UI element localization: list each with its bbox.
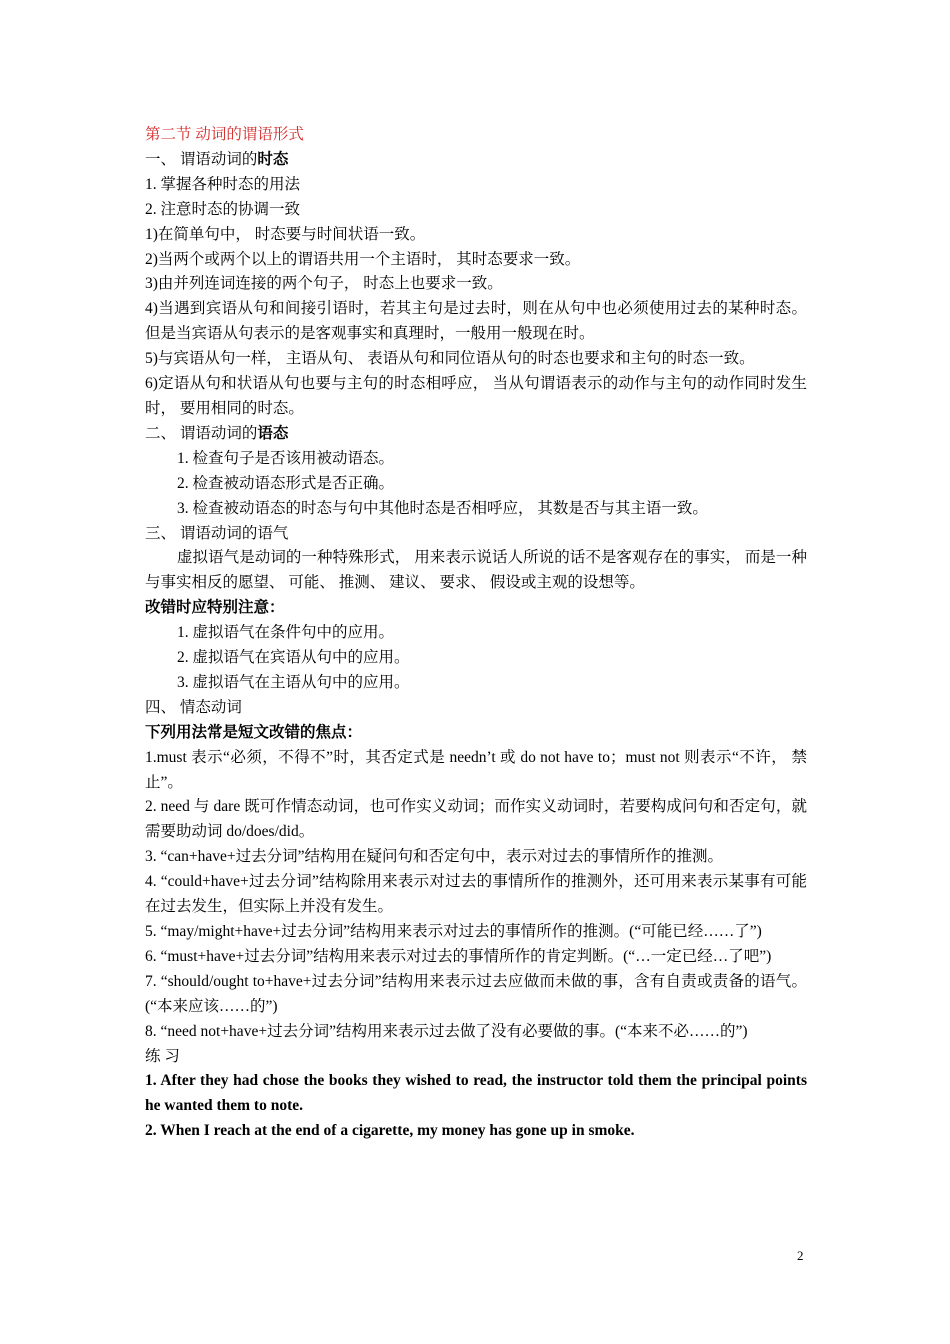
section-title: 第二节 动词的谓语形式 (145, 126, 304, 143)
tense-item-2: 2. 注意时态的协调一致 (145, 200, 301, 218)
voice-item-1: 1. 检查句子是否该用被动语态。 (177, 449, 395, 467)
modal-item-4: 4. “could+have+过去分词”结构除用来表示对过去的事情所作的推测外，还可用来表示某事有可能在过去发生，但实际上并没有发生。 (145, 873, 807, 916)
practice-heading: 练 习 (145, 1047, 180, 1065)
mood-item-1: 1. 虚拟语气在条件句中的应用。 (177, 624, 395, 642)
modal-item-6: 6. “must+have+过去分词”结构用来表示对过去的事情所作的肯定判断。(“…一定已经…了吧”) (145, 947, 772, 965)
document-body (145, 123, 807, 1144)
modal-item-3: 3. “can+have+过去分词”结构用在疑问句和否定句中，表示对过去的事情所作的推测。 (145, 848, 724, 866)
modal-note: 下列用法常是短文改错的焦点： (145, 723, 363, 741)
heading-modal: 四、 情态动词 (145, 698, 242, 716)
mood-note: 改错时应特别注意： (145, 599, 285, 617)
mood-item-2: 2. 虚拟语气在宾语从句中的应用。 (177, 649, 410, 667)
modal-item-2: 2. need 与 dare 既可作情态动词，也可作实义动词；而作实义动词时，若要构成问句和否定句，就需要助动词 do/does/did。 (145, 798, 807, 841)
heading-voice-bold: 语态 (257, 424, 289, 442)
heading-tense-prefix: 一、 谓语动词的 (145, 150, 258, 168)
tense-rule-1: 1)在简单句中， 时态要与时间状语一致。 (145, 225, 426, 243)
page-number: 2 (797, 1248, 804, 1263)
exercise-2: 2. When I reach at the end of a cigarette, my money has gone up in smoke. (145, 1122, 635, 1140)
modal-item-7: 7. “should/ought to+have+过去分词”结构用来表示过去应做而未做的事，含有自责或责备的语气。(“本来应该……的”) (145, 972, 807, 1015)
mood-item-3: 3. 虚拟语气在主语从句中的应用。 (177, 673, 410, 691)
modal-item-8: 8. “need not+have+过去分词”结构用来表示过去做了没有必要做的事。(“本来不必……的”) (145, 1022, 748, 1040)
heading-voice (145, 422, 807, 447)
voice-item-2: 2. 检查被动语态形式是否正确。 (177, 474, 395, 492)
heading-voice-prefix: 二、 谓语动词的 (145, 424, 258, 442)
modal-item-5: 5. “may/might+have+过去分词”结构用来表示对过去的事情所作的推测。(“可能已经……了”) (145, 923, 762, 940)
modal-item-1: 1.must 表示“必须，不得不”时，其否定式是 needn’t 或 do not have to；must not 则表示“不许， 禁止”。 (145, 748, 807, 791)
tense-rule-5: 5)与宾语从句一样， 主语从句、 表语从句和同位语从句的时态也要求和主句的时态一致。 (145, 350, 755, 368)
tense-rule-4: 4)当遇到宾语从句和间接引语时，若其主句是过去时，则在从句中也必须使用过去的某种时态。但是当宾语从句表示的是客观事实和真理时，一般用一般现在时。 (145, 300, 807, 343)
heading-tense (145, 148, 807, 173)
tense-rule-2: 2)当两个或两个以上的谓语共用一个主语时， 其时态要求一致。 (145, 250, 581, 268)
tense-rule-6: 6)定语从句和状语从句也要与主句的时态相呼应， 当从句谓语表示的动作与主句的动作同时发生时， 要用相同的时态。 (145, 375, 807, 417)
voice-item-3: 3. 检查被动语态的时态与句中其他时态是否相呼应， 其数是否与其主语一致。 (177, 499, 708, 517)
tense-rule-3: 3)由并列连词连接的两个句子， 时态上也要求一致。 (145, 275, 503, 293)
heading-tense-bold: 时态 (257, 150, 289, 168)
tense-item-1: 1. 掌握各种时态的用法 (145, 175, 301, 193)
heading-mood: 三、 谓语动词的语气 (145, 524, 289, 542)
exercise-1: 1. After they had chose the books they wished to read, the instructor told them the principal points he wanted them to note. (145, 1072, 807, 1115)
mood-paragraph: 虚拟语气是动词的一种特殊形式， 用来表示说话人所说的话不是客观存在的事实， 而是一种与事实相反的愿望、 可能、 推测、 建议、 要求、 假设或主观的设想等。 (145, 549, 807, 592)
